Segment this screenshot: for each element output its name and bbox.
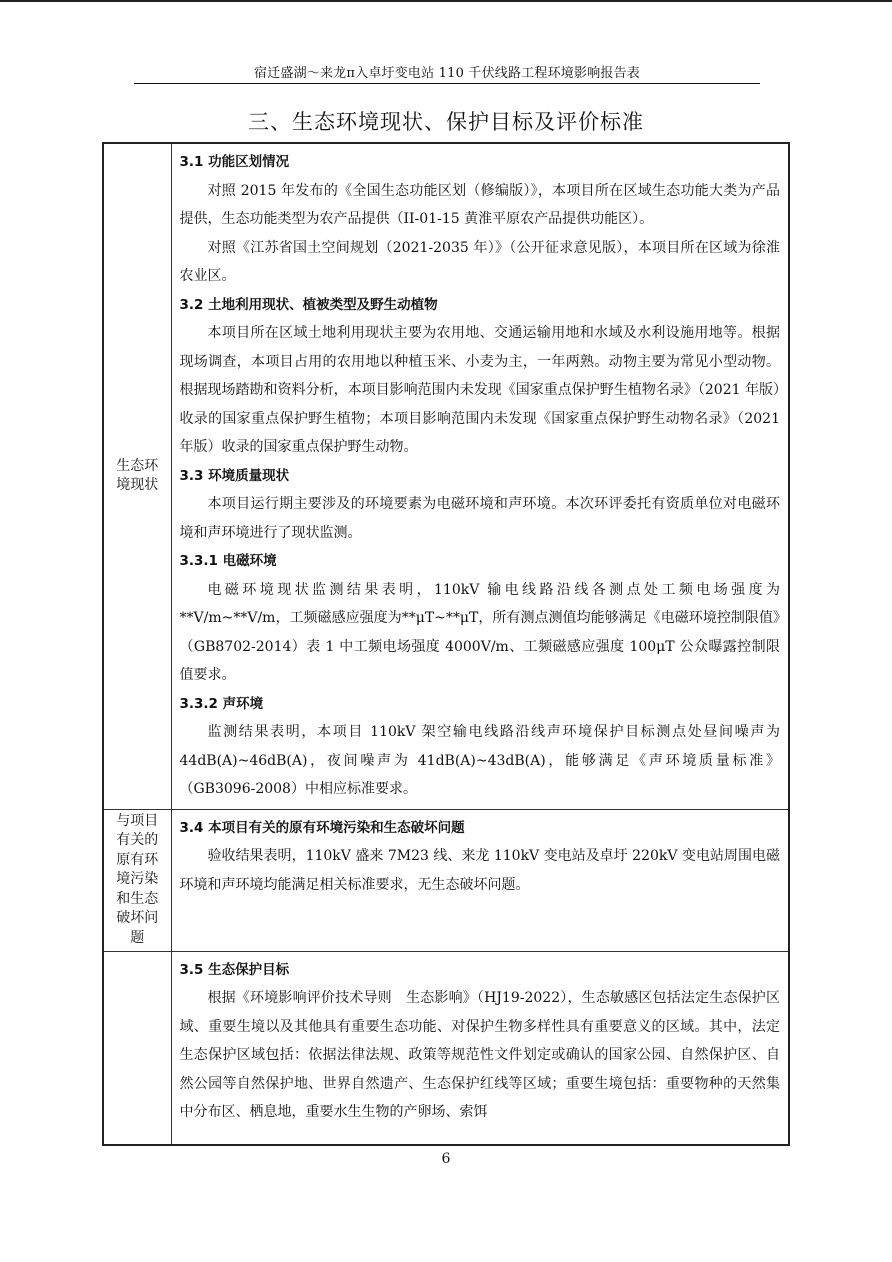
row-content bbox=[180, 814, 781, 900]
row-label: 生态环境现状 bbox=[116, 457, 159, 494]
row-label-cell bbox=[103, 143, 171, 809]
row-content bbox=[180, 148, 781, 804]
row-label-cell bbox=[103, 809, 171, 951]
row-content bbox=[180, 956, 781, 1127]
table-row-protection-targets bbox=[103, 951, 789, 1145]
section-heading: 3.5 生态保护目标 bbox=[179, 961, 290, 978]
row-label: 与项目有关的原有环境污染和生态破坏问题 bbox=[116, 812, 159, 946]
body-paragraph: 对照 2015 年发布的《全国生态功能区划（修编版）》，本项目所在区域生态功能大类为产品提供，生态功能类型为农产品提供（II-01-15 黄淮平原农产品提供功能区）。 bbox=[179, 182, 780, 227]
table-row-existing-problems bbox=[103, 809, 789, 951]
running-header: 宿迁盛湖～来龙π入卓圩变电站 110 千伏线路工程环境影响报告表 bbox=[253, 66, 641, 81]
body-paragraph: 监测结果表明，本项目 110kV 架空输电线路沿线声环境保护目标测点处昼间噪声为 44dB(A)~46dB(A)，夜间噪声为 41dB(A)~43dB(A)，能够满足《声环境质量标准》（GB3096-2008）中相应标准要求。 bbox=[179, 724, 780, 797]
top-border-rule bbox=[0, 0, 892, 2]
body-paragraph: 本项目所在区域土地利用现状主要为农用地、交通运输用地和水域及水利设施用地等。根据现场调查，本项目占用的农用地以种植玉米、小麦为主，一年两熟。动物主要为常见小型动物。根据现场踏勘和资料分析，本项目影响范围内未发现《国家重点保护野生植物名录》（2021 年版）收录的国家重点保护野生植物；本项目影响范围内未发现《国家重点保护野生动物名录》（2021 年版）收录的国家重点保护野生动物。 bbox=[179, 325, 780, 455]
section-heading: 3.3.1 电磁环境 bbox=[179, 553, 277, 569]
row-content-cell bbox=[171, 143, 789, 809]
page-number: 6 bbox=[441, 1151, 451, 1167]
row-content-cell bbox=[171, 951, 789, 1145]
body-paragraph: 验收结果表明，110kV 盛来 7M23 线、来龙 110kV 变电站及卓圩 220kV 变电站周围电磁环境和声环境均能满足相关标准要求，无生态破坏问题。 bbox=[179, 848, 780, 893]
section-heading: 3.2 土地利用现状、植被类型及野生动植物 bbox=[179, 296, 438, 313]
section-heading: 3.3.2 声环境 bbox=[179, 695, 264, 712]
body-paragraph: 根据《环境影响评价技术导则 生态影响》（HJ19-2022），生态敏感区包括法定生态保护区域、重要生境以及其他具有重要生态功能、对保护生物多样性具有重要意义的区域。其中，法定生态保护区域包括：依据法律法规、政策等规范性文件划定或确认的国家公园、自然保护区、自然公园等自然保护地、世界自然遗产、生态保护红线等区域；重要生境包括：重要物种的天然集中分布区、栖息地，重要水生生物的产卵场、索饵 bbox=[179, 990, 780, 1120]
section-heading: 3.3 环境质量现状 bbox=[179, 467, 290, 484]
section-heading: 3.4 本项目有关的原有环境污染和生态破坏问题 bbox=[179, 819, 465, 836]
body-paragraph: 本项目运行期主要涉及的环境要素为电磁环境和声环境。本次环评委托有资质单位对电磁环境和声环境进行了现状监测。 bbox=[179, 496, 780, 541]
body-paragraph: 对照《江苏省国土空间规划（2021-2035 年）》（公开征求意见版），本项目所在区域为徐淮农业区。 bbox=[179, 239, 780, 284]
row-content-cell bbox=[171, 809, 789, 951]
content-table bbox=[102, 142, 790, 1146]
row-label-cell bbox=[103, 951, 171, 1145]
header-rule bbox=[134, 83, 760, 84]
body-paragraph: 电磁环境现状监测结果表明，110kV 输电线路沿线各测点处工频电场强度为**V/m~**V/m，工频磁感应强度为**μT~**μT，所有测点测值均能够满足《电磁环境控制限值》（GB8702-2014）表 1 中工频电场强度 4000V/m、工频磁感应强度 100μT 公众曝露控制限值要求。 bbox=[179, 581, 780, 683]
section-heading: 3.1 功能区划情况 bbox=[179, 154, 290, 170]
table-row-ecological-status bbox=[103, 143, 789, 809]
page-title: 三、生态环境现状、保护目标及评价标准 bbox=[248, 110, 644, 134]
